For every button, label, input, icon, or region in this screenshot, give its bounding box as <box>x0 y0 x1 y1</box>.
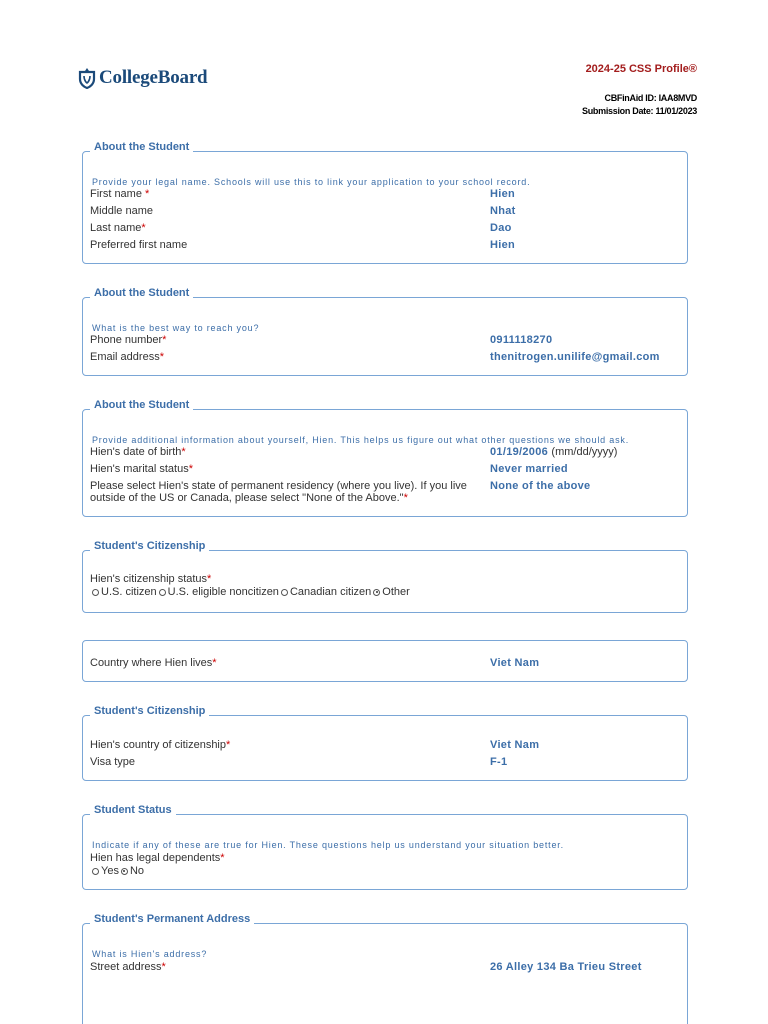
visa-label: Visa type <box>90 756 136 768</box>
radio-canadian-citizen[interactable]: Canadian citizen <box>281 586 371 598</box>
section-hint: What is Hien's address? <box>92 949 208 959</box>
section-student-status <box>82 804 688 890</box>
residency-label: Please select Hien's state of permanent residency (where you live). If you live outside of the US or Canada, please select "None of the Above."* <box>90 480 467 504</box>
email-label: Email address* <box>90 351 164 363</box>
section-hint: Provide your legal name. Schools will use this to link your application to your school record. <box>92 177 531 187</box>
radio-circle-icon <box>92 589 99 596</box>
email-value: thenitrogen.unilife@gmail.com <box>490 351 660 363</box>
radio-other[interactable]: Other <box>373 586 410 598</box>
section-title: Student Status <box>90 804 176 816</box>
section-title: About the Student <box>90 287 193 299</box>
radio-selected-icon <box>121 868 128 875</box>
residency-value: None of the above <box>490 480 591 492</box>
phone-value: 0911118270 <box>490 334 553 346</box>
citizenship-country-value: Viet Nam <box>490 739 540 751</box>
radio-yes[interactable]: Yes <box>92 865 119 877</box>
section-legal-name <box>82 141 688 264</box>
form-title: 2024-25 CSS Profile® <box>585 63 697 75</box>
section-title: Student's Citizenship <box>90 705 209 717</box>
preferred-name-label: Preferred first name <box>90 239 188 251</box>
section-additional-info <box>82 399 688 517</box>
visa-value: F-1 <box>490 756 508 768</box>
first-name-value: Hien <box>490 188 516 200</box>
radio-us-eligible-noncitizen[interactable]: U.S. eligible noncitizen <box>159 586 279 598</box>
country-value: Viet Nam <box>490 657 540 669</box>
marital-value: Never married <box>490 463 568 475</box>
brand-wordmark: CollegeBoard <box>99 67 208 88</box>
middle-name-label: Middle name <box>90 205 153 217</box>
section-title: About the Student <box>90 399 193 411</box>
radio-circle-icon <box>92 868 99 875</box>
section-contact <box>82 287 688 376</box>
marital-label: Hien's marital status* <box>90 463 193 475</box>
radio-no[interactable]: No <box>121 865 144 877</box>
last-name-value: Dao <box>490 222 512 234</box>
collegeboard-logo <box>78 67 207 89</box>
section-title: Student's Permanent Address <box>90 913 254 925</box>
fin-aid-id: CBFinAid ID: IAA8MVD <box>604 93 697 103</box>
section-hint: What is the best way to reach you? <box>92 323 260 333</box>
section-citizenship-status <box>82 540 688 613</box>
radio-circle-icon <box>281 589 288 596</box>
acorn-shield-icon <box>78 67 96 89</box>
dob-label: Hien's date of birth* <box>90 446 186 458</box>
section-permanent-address <box>82 913 688 1024</box>
street-value: 26 Alley 134 Ba Trieu Street <box>490 961 642 973</box>
radio-selected-icon <box>373 589 380 596</box>
dob-value: 01/19/2006 (mm/dd/yyyy) <box>490 446 618 458</box>
section-country-residence <box>82 640 688 682</box>
last-name-label: Last name* <box>90 222 146 234</box>
dependents-label: Hien has legal dependents* <box>90 852 225 864</box>
dependents-radio-group <box>92 865 146 877</box>
section-hint: Provide additional information about yourself, Hien. This helps us figure out what other questions we should ask. <box>92 435 629 445</box>
street-label: Street address* <box>90 961 166 973</box>
citizenship-radio-group <box>92 586 412 598</box>
phone-label: Phone number* <box>90 334 167 346</box>
first-name-label: First name * <box>90 188 150 200</box>
citizenship-status-label: Hien's citizenship status* <box>90 573 212 585</box>
section-citizenship-country <box>82 705 688 781</box>
citizenship-country-label: Hien's country of citizenship* <box>90 739 231 751</box>
submission-date: Submission Date: 11/01/2023 <box>582 106 697 116</box>
country-label: Country where Hien lives* <box>90 657 217 669</box>
section-hint: Indicate if any of these are true for Hien. These questions help us understand your situation better. <box>92 840 564 850</box>
preferred-name-value: Hien <box>490 239 516 251</box>
radio-us-citizen[interactable]: U.S. citizen <box>92 586 157 598</box>
section-title: About the Student <box>90 141 193 153</box>
section-title: Student's Citizenship <box>90 540 209 552</box>
radio-circle-icon <box>159 589 166 596</box>
middle-name-value: Nhat <box>490 205 516 217</box>
